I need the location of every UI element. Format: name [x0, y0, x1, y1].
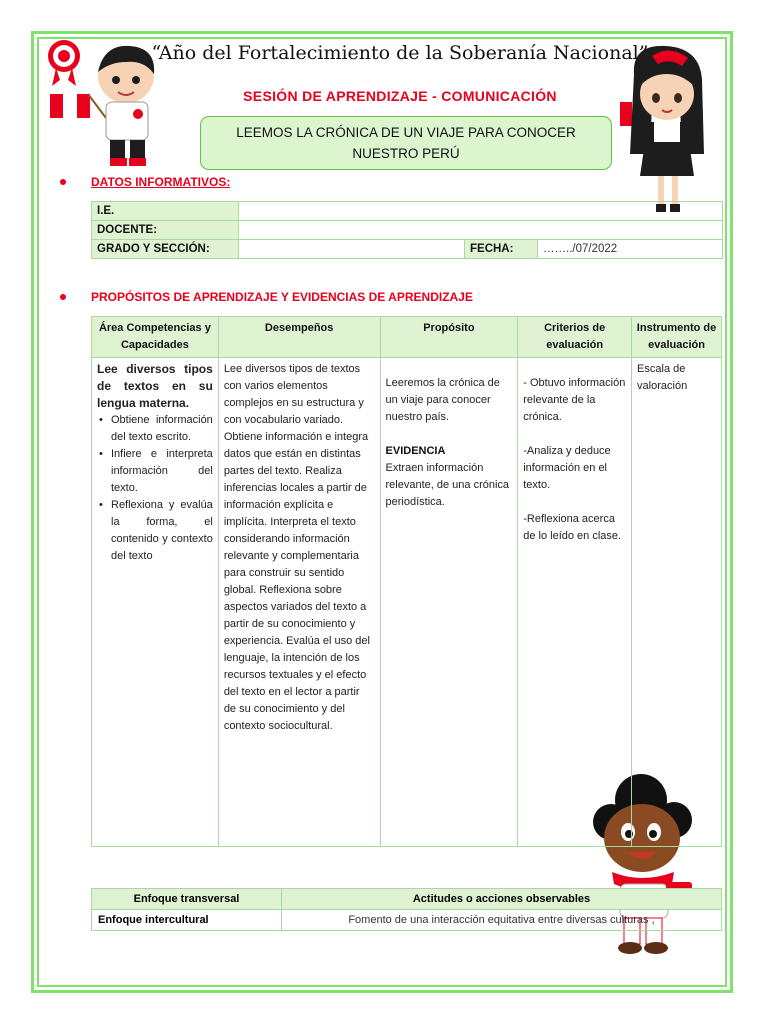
- proposito-text: Leeremos la crónica de un viaje para conocer nuestro país.: [385, 377, 500, 423]
- grado-label: GRADO Y SECCIÓN:: [92, 240, 239, 259]
- session-subtitle: SESIÓN DE APRENDIZAJE - COMUNICACIÓN: [243, 88, 557, 104]
- list-item: • Infiere e interpreta información del texto.: [111, 446, 213, 497]
- table-row: [92, 358, 722, 847]
- ie-field[interactable]: [239, 202, 723, 221]
- list-item: • Obtiene información del texto escrito.: [111, 412, 213, 446]
- col-criterios-header: Criterios de evaluación: [518, 317, 632, 358]
- actitudes-header: Actitudes o acciones observables: [282, 889, 722, 910]
- topic-box: [200, 116, 612, 170]
- competencia-cell: [92, 358, 219, 847]
- datos-heading: [60, 175, 230, 189]
- table-header-row: [92, 889, 722, 910]
- criterios-cell: [518, 358, 632, 847]
- propositos-table: [91, 316, 722, 847]
- capacidades-list: [97, 412, 213, 565]
- fecha-label: FECHA:: [465, 240, 538, 259]
- girl-with-flag-illustration: [612, 44, 712, 222]
- bullet-icon: [60, 294, 66, 300]
- ie-label: I.E.: [92, 202, 239, 221]
- col-proposito-header: Propósito: [380, 317, 518, 358]
- criterio-item: -Analiza y deduce información en el texto.: [523, 445, 611, 491]
- col-instrumento-header: Instrumento de evaluación: [632, 317, 722, 358]
- desempenos-text: Lee diversos tipos de textos con varios elementos complejos en su estructura y con vocabulario variado. Obtiene información e integra datos que están en distintas partes del texto. Realiza inferencias locales a partir de información explícita e implícita. Interpreta el texto considerando información relevante y complementaria para construir su sentido global. Reflexiona sobre aspectos variados del texto a partir de su conocimiento y experiencia. Evalúa el uso del lenguaje, la intención de los recursos textuales y el efecto del texto en el lector a partir de su conocimiento y del contexto sociocultural.: [223, 363, 370, 732]
- table-row: [92, 221, 723, 240]
- instrumento-text: Escala de valoración: [637, 363, 688, 392]
- docente-label: DOCENTE:: [92, 221, 239, 240]
- table-header-row: [92, 317, 722, 358]
- fecha-field[interactable]: ……../07/2022: [538, 240, 723, 259]
- table-row: [92, 240, 723, 259]
- enfoque-description: Fomento de una interacción equitativa entre diversas culturas ,: [282, 910, 722, 931]
- enfoque-name: Enfoque intercultural: [92, 910, 282, 931]
- table-row: [92, 910, 722, 931]
- enfoque-header: Enfoque transversal: [92, 889, 282, 910]
- list-item: • Reflexiona y evalúa la forma, el contenido y contexto del texto: [111, 497, 213, 565]
- criterio-item: -Reflexiona acerca de lo leído en clase.: [523, 513, 622, 542]
- col-desempenos-header: Desempeños: [218, 317, 380, 358]
- bullet-icon: [60, 179, 66, 185]
- propositos-heading-text: PROPÓSITOS DE APRENDIZAJE Y EVIDENCIAS DE APRENDIZAJE: [91, 290, 473, 304]
- page-title: “Año del Fortalecimiento de la Soberanía Nacional”: [151, 42, 649, 64]
- desempenos-cell: [218, 358, 380, 847]
- instrumento-cell: [632, 358, 722, 847]
- docente-field[interactable]: [239, 221, 723, 240]
- evidencia-text: Extraen información relevante, de una crónica periodística.: [385, 462, 510, 508]
- topic-line-1: LEEMOS LA CRÓNICA DE UN VIAJE PARA CONOCER: [236, 125, 576, 140]
- datos-table: [91, 201, 723, 259]
- grado-field[interactable]: [239, 240, 465, 259]
- col-area-header: Área Competencias y Capacidades: [92, 317, 219, 358]
- topic-line-2: NUESTRO PERÚ: [352, 146, 460, 161]
- proposito-cell: [380, 358, 518, 847]
- propositos-heading: [60, 290, 473, 304]
- competencia-text: Lee diversos tipos de textos en su lengua materna.: [97, 362, 213, 410]
- datos-heading-text: DATOS INFORMATIVOS:: [91, 175, 231, 189]
- criterio-item: - Obtuvo información relevante de la crónica.: [523, 377, 626, 423]
- evidencia-label: EVIDENCIA: [385, 445, 446, 457]
- enfoque-table: [91, 888, 722, 931]
- table-row: [92, 202, 723, 221]
